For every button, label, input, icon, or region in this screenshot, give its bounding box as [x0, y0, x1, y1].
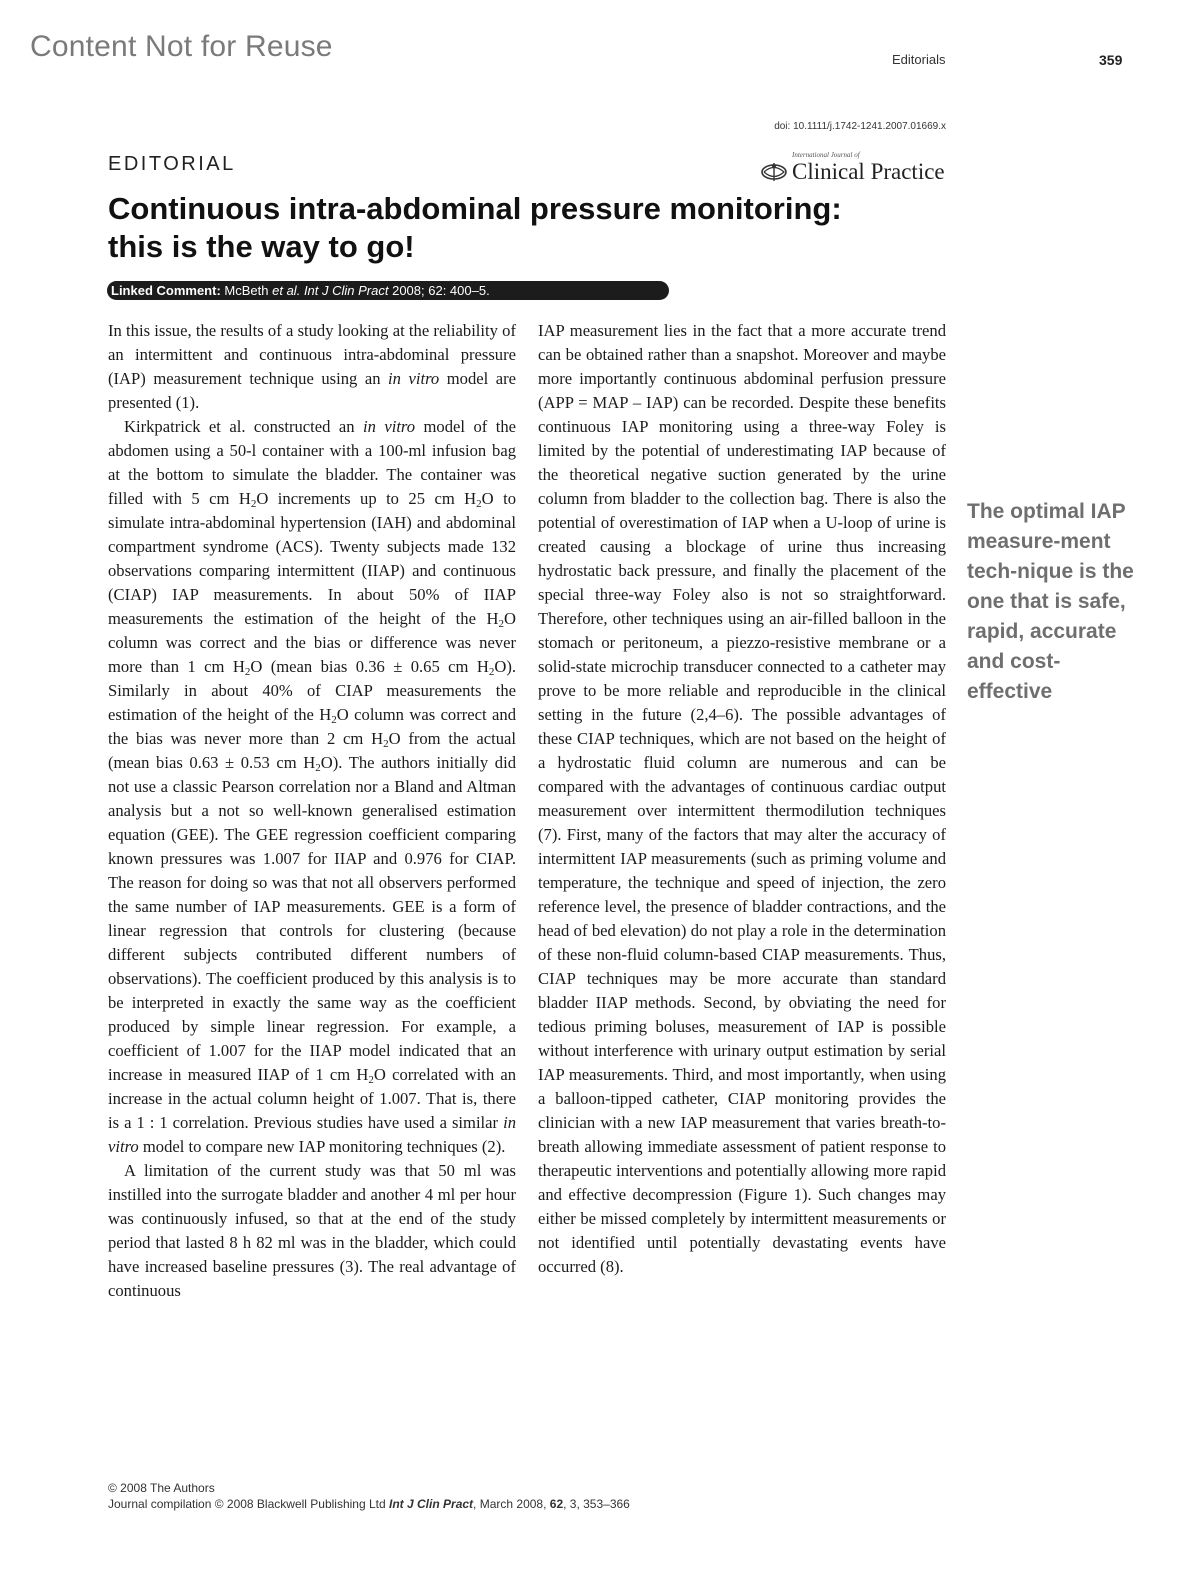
footer-date: , March 2008, [473, 1497, 550, 1511]
article-type: EDITORIAL [108, 153, 236, 175]
footer [108, 1480, 630, 1512]
linked-comment-journal: Int J Clin Pract [303, 283, 389, 298]
body-column-right [538, 319, 946, 1279]
paragraph-3: A limitation of the current study was that 50 ml was instilled into the surrogate bladder and another 4 ml per hour was continuously infused, so that at the end of the study period that lasted 8 h 82 ml was in the bladder, which could have increased baseline pressures (3). The real advantage of continuous [108, 1161, 516, 1300]
journal-logo-name: Clinical Practice [792, 159, 945, 184]
doi[interactable]: doi: 10.1111/j.1742-1241.2007.01669.x [774, 121, 946, 132]
footer-volume: 62 [549, 1497, 564, 1511]
linked-comment-authors: McBeth [224, 283, 269, 298]
article-title [108, 190, 868, 266]
paragraph-2: Kirkpatrick et al. constructed an in vitro model of the abdomen using a 50-l container with a 100-ml infusion bag at the bottom to simulate the bladder. The container was filled with 5 cm $H_2O$ increments up to 25 cm $H_2O$ to simulate intra-abdominal hypertension (IAH) and abdominal compartment syndrome (ACS). Twenty subjects made 132 observations comparing intermittent (IIAP) and continuous (CIAP) IAP measurements. In about 50% of IIAP measurements the estimation of the height of the $H_2O$ column was correct and the bias or difference was never more than 1 cm $H_2O$ (mean bias 0.36 ± 0.65 cm $H_2O$). Similarly in about 40% of CIAP measurements the estimation of the height of the $H_2O$ column was correct and the bias was never more than 2 cm $H_2O$ from the actual (mean bias 0.63 ± 0.53 cm $H_2O$). The authors initially did not use a classic Pearson correlation nor a Bland and Altman analysis but a not so well-known generalised estimation equation (GEE). The GEE regression coefficient comparing known pressures was 1.007 for IIAP and 0.976 for CIAP. The reason for doing so was that not all observers performed the same number of IAP measurements. GEE is a form of linear regression that controls for clustering (because different subjects contributed different numbers of observations). The coefficient produced by this analysis is to be interpreted in exactly the same way as the coefficient produced by simple linear regression. For example, a coefficient of 1.007 for the IIAP model indicated that an increase in measured IIAP of 1 cm $H_2O$ correlated with an increase in the actual column height of 1.007. That is, there is a 1 : 1 correlation. Previous studies have used a similar in vitro model to compare new IAP monitoring techniques (2). [108, 417, 517, 1156]
title-line-2: this is the way to go! [108, 229, 415, 264]
paragraph-1: In this issue, the results of a study looking at the reliability of an intermittent and continuous intra-abdominal pressure (IAP) measurement technique using an in vitro model are presented (1). [108, 321, 517, 412]
journal-logo-subtitle: International Journal of [792, 151, 860, 159]
caduceus-icon [760, 161, 788, 183]
title-line-1: Continuous intra-abdominal pressure monitoring: [108, 191, 842, 226]
linked-comment-bar[interactable] [107, 281, 669, 300]
linked-comment-etal: et al. [272, 283, 301, 298]
pull-quote: The optimal IAP measure-ment tech-nique is the one that is safe, rapid, accurate and cost-effective [967, 500, 1134, 703]
linked-comment-label: Linked Comment: [111, 283, 221, 298]
paragraph-4: IAP measurement lies in the fact that a more accurate trend can be obtained rather than a snapshot. Moreover and maybe more importantly continuous abdominal perfusion pressure (APP = MAP – IAP) can be recorded. Despite these benefits continuous IAP monitoring using a three-way Foley is limited by the potential of underestimating IAP because of the theoretical negative suction generated by the urine column from bladder to the collection bag. There is also the potential of overestimation of IAP when a U-loop of urine is created causing a blockage of urine thus increasing hydrostatic back pressure, and finally the placement of the special three-way Foley also is not so straightforward. Therefore, other techniques using an air-filled balloon in the stomach or peritoneum, a piezzo-resistive membrane or a solid-state microchip transducer connected to a catheter may prove to be more reliable and reproducible in the clinical setting in the future (2,4–6). The possible advantages of these CIAP techniques, which are not based on the height of a hydrostatic fluid column are numerous and can be compared with the advantages of continuous cardiac output measurement over intermittent thermodilution techniques (7). First, many of the factors that may alter the accuracy of intermittent IAP measurements (such as priming volume and temperature, the technique and speed of injection, the zero reference level, the presence of bladder contractions, and the head of bed elevation) do not play a role in the determination of these non-fluid column-based CIAP measurements. Thus, CIAP techniques may be more accurate than standard bladder IIAP methods. Second, by obviating the need for tedious priming boluses, measurement of IAP is possible without interference with urinary output estimation by serial IAP measurements. Third, and most importantly, when using a balloon-tipped catheter, CIAP monitoring provides the clinician with a new IAP measurement that varies breath-to-breath allowing immediate assessment of patient response to therapeutic interventions and potentially allowing more rapid and effective decompression (Figure 1). Such changes may either be missed completely by intermittent measurements or not identified until potentially devastating events have occurred (8). [538, 321, 946, 1276]
linked-comment-citation: 2008; 62: 400–5. [392, 283, 490, 298]
footer-journal: Int J Clin Pract [389, 1497, 474, 1511]
page-number: 359 [1099, 52, 1123, 68]
running-head: Editorials [892, 52, 946, 67]
footer-compilation [108, 1496, 630, 1512]
body-column-left [108, 319, 516, 1303]
footer-pages: , 3, 353–366 [563, 1497, 630, 1511]
footer-compilation-text: Journal compilation © 2008 Blackwell Publishing Ltd [108, 1497, 386, 1511]
footer-copyright: © 2008 The Authors [108, 1481, 215, 1495]
watermark: Content Not for Reuse [30, 30, 333, 63]
journal-logo [760, 151, 950, 187]
